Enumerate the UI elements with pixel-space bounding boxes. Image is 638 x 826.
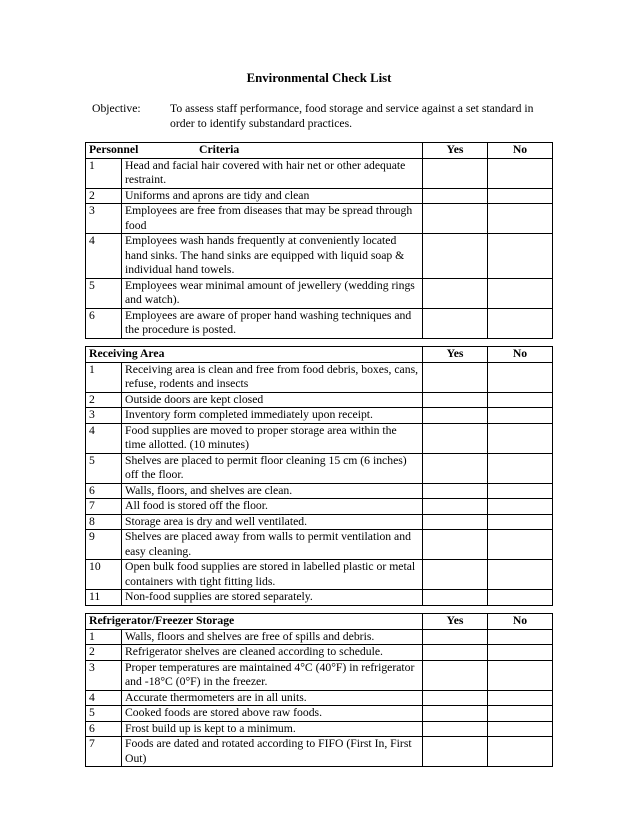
page-title: Environmental Check List: [246, 71, 392, 85]
yes-header: Yes: [423, 614, 488, 630]
no-header: No: [488, 143, 553, 159]
no-cell[interactable]: [488, 158, 553, 188]
item-number: 3: [86, 660, 122, 690]
checklist-row: [86, 706, 553, 722]
item-number: 1: [86, 629, 122, 645]
item-number: 5: [86, 278, 122, 308]
checklist-row: [86, 721, 553, 737]
no-header: No: [488, 347, 553, 363]
item-number: 3: [86, 408, 122, 424]
item-number: 2: [86, 392, 122, 408]
checklist-row: [86, 278, 553, 308]
section-title: Refrigerator/Freezer Storage: [89, 614, 235, 627]
no-cell[interactable]: [488, 483, 553, 499]
checklist-row: [86, 423, 553, 453]
checklist-row: [86, 483, 553, 499]
yes-cell[interactable]: [423, 362, 488, 392]
yes-cell[interactable]: [423, 188, 488, 204]
item-number: 6: [86, 721, 122, 737]
no-cell[interactable]: [488, 234, 553, 279]
no-cell[interactable]: [488, 423, 553, 453]
receiving-area-table: [85, 346, 553, 606]
item-criteria: Receiving area is clean and free from food debris, boxes, cans, refuse, rodents and insects: [122, 362, 423, 392]
personnel-table: [85, 142, 553, 339]
item-criteria: All food is stored off the floor.: [122, 499, 423, 515]
checklist-row: [86, 308, 553, 338]
item-number: 1: [86, 158, 122, 188]
item-number: 2: [86, 188, 122, 204]
section-header-row: [86, 614, 553, 630]
yes-cell[interactable]: [423, 423, 488, 453]
yes-cell[interactable]: [423, 308, 488, 338]
yes-cell[interactable]: [423, 629, 488, 645]
checklist-row: [86, 499, 553, 515]
item-criteria: Foods are dated and rotated according to FIFO (First In, First Out): [122, 737, 423, 767]
yes-cell[interactable]: [423, 530, 488, 560]
yes-cell[interactable]: [423, 483, 488, 499]
no-cell[interactable]: [488, 660, 553, 690]
no-cell[interactable]: [488, 453, 553, 483]
item-number: 4: [86, 234, 122, 279]
item-number: 10: [86, 560, 122, 590]
yes-cell[interactable]: [423, 721, 488, 737]
item-criteria: Inventory form completed immediately upon receipt.: [122, 408, 423, 424]
item-number: 11: [86, 590, 122, 606]
yes-cell[interactable]: [423, 737, 488, 767]
yes-cell[interactable]: [423, 499, 488, 515]
section-title-cell: [86, 143, 423, 159]
objective-text: To assess staff performance, food storage and service against a set standard in order to identify substandard practices.: [170, 102, 534, 130]
item-criteria: Walls, floors and shelves are free of spills and debris.: [122, 629, 423, 645]
item-criteria: Shelves are placed to permit floor cleaning 15 cm (6 inches) off the floor.: [122, 453, 423, 483]
item-criteria: Storage area is dry and well ventilated.: [122, 514, 423, 530]
yes-cell[interactable]: [423, 453, 488, 483]
checklist-row: [86, 590, 553, 606]
item-criteria: Employees are aware of proper hand washing techniques and the procedure is posted.: [122, 308, 423, 338]
objective-label: Objective:: [92, 102, 141, 115]
item-number: 4: [86, 423, 122, 453]
item-criteria: Outside doors are kept closed: [122, 392, 423, 408]
item-criteria: Shelves are placed away from walls to permit ventilation and easy cleaning.: [122, 530, 423, 560]
checklist-row: [86, 188, 553, 204]
yes-cell[interactable]: [423, 408, 488, 424]
yes-cell[interactable]: [423, 514, 488, 530]
checklist-row: [86, 158, 553, 188]
no-cell[interactable]: [488, 530, 553, 560]
item-number: 8: [86, 514, 122, 530]
item-number: 2: [86, 645, 122, 661]
item-number: 1: [86, 362, 122, 392]
checklist-row: [86, 392, 553, 408]
item-number: 5: [86, 706, 122, 722]
item-criteria: Uniforms and aprons are tidy and clean: [122, 188, 423, 204]
yes-cell[interactable]: [423, 234, 488, 279]
section-title: Personnel: [89, 143, 139, 156]
section-title-cell: [86, 614, 423, 630]
item-criteria: Cooked foods are stored above raw foods.: [122, 706, 423, 722]
yes-header: Yes: [423, 347, 488, 363]
item-criteria: Walls, floors, and shelves are clean.: [122, 483, 423, 499]
checklist-row: [86, 737, 553, 767]
no-cell[interactable]: [488, 560, 553, 590]
item-criteria: Employees are free from diseases that may be spread through food: [122, 204, 423, 234]
no-cell[interactable]: [488, 188, 553, 204]
section-header-row: [86, 347, 553, 363]
item-criteria: Non-food supplies are stored separately.: [122, 590, 423, 606]
no-cell[interactable]: [488, 204, 553, 234]
refrigerator-freezer-table: [85, 613, 553, 767]
yes-header: Yes: [423, 143, 488, 159]
yes-cell[interactable]: [423, 158, 488, 188]
no-cell[interactable]: [488, 590, 553, 606]
checklist-row: [86, 408, 553, 424]
no-cell[interactable]: [488, 629, 553, 645]
yes-cell[interactable]: [423, 690, 488, 706]
item-number: 5: [86, 453, 122, 483]
item-criteria: Employees wash hands frequently at conveniently located hand sinks. The hand sinks are equipped with liquid soap & individual hand towels.: [122, 234, 423, 279]
yes-cell[interactable]: [423, 660, 488, 690]
no-cell[interactable]: [488, 690, 553, 706]
yes-cell[interactable]: [423, 590, 488, 606]
checklist-row: [86, 660, 553, 690]
item-number: 9: [86, 530, 122, 560]
checklist-row: [86, 645, 553, 661]
item-criteria: Food supplies are moved to proper storage area within the time allotted. (10 minutes): [122, 423, 423, 453]
item-number: 6: [86, 308, 122, 338]
yes-cell[interactable]: [423, 706, 488, 722]
no-cell[interactable]: [488, 737, 553, 767]
yes-cell[interactable]: [423, 560, 488, 590]
item-criteria: Proper temperatures are maintained 4°C (40°F) in refrigerator and -18°C (0°F) in the freezer.: [122, 660, 423, 690]
no-cell[interactable]: [488, 645, 553, 661]
yes-cell[interactable]: [423, 278, 488, 308]
item-number: 4: [86, 690, 122, 706]
no-header: No: [488, 614, 553, 630]
checklist-row: [86, 514, 553, 530]
checklist-row: [86, 560, 553, 590]
item-number: 6: [86, 483, 122, 499]
criteria-header: Criteria: [199, 143, 240, 156]
yes-cell[interactable]: [423, 645, 488, 661]
item-criteria: Head and facial hair covered with hair net or other adequate restraint.: [122, 158, 423, 188]
checklist-row: [86, 690, 553, 706]
item-criteria: Accurate thermometers are in all units.: [122, 690, 423, 706]
checklist-row: [86, 362, 553, 392]
no-cell[interactable]: [488, 514, 553, 530]
no-cell[interactable]: [488, 278, 553, 308]
no-cell[interactable]: [488, 362, 553, 392]
checklist-row: [86, 453, 553, 483]
section-title-cell: [86, 347, 423, 363]
no-cell[interactable]: [488, 408, 553, 424]
checklist-row: [86, 530, 553, 560]
item-criteria: Frost build up is kept to a minimum.: [122, 721, 423, 737]
no-cell[interactable]: [488, 499, 553, 515]
item-number: 7: [86, 737, 122, 767]
no-cell[interactable]: [488, 706, 553, 722]
item-criteria: Refrigerator shelves are cleaned according to schedule.: [122, 645, 423, 661]
item-number: 3: [86, 204, 122, 234]
checklist-row: [86, 204, 553, 234]
no-cell[interactable]: [488, 392, 553, 408]
item-number: 7: [86, 499, 122, 515]
no-cell[interactable]: [488, 721, 553, 737]
no-cell[interactable]: [488, 308, 553, 338]
yes-cell[interactable]: [423, 204, 488, 234]
yes-cell[interactable]: [423, 392, 488, 408]
checklist-row: [86, 629, 553, 645]
section-title: Receiving Area: [89, 347, 165, 360]
item-criteria: Open bulk food supplies are stored in labelled plastic or metal containers with tight fitting lids.: [122, 560, 423, 590]
checklist-row: [86, 234, 553, 279]
item-criteria: Employees wear minimal amount of jewellery (wedding rings and watch).: [122, 278, 423, 308]
section-header-row: [86, 143, 553, 159]
